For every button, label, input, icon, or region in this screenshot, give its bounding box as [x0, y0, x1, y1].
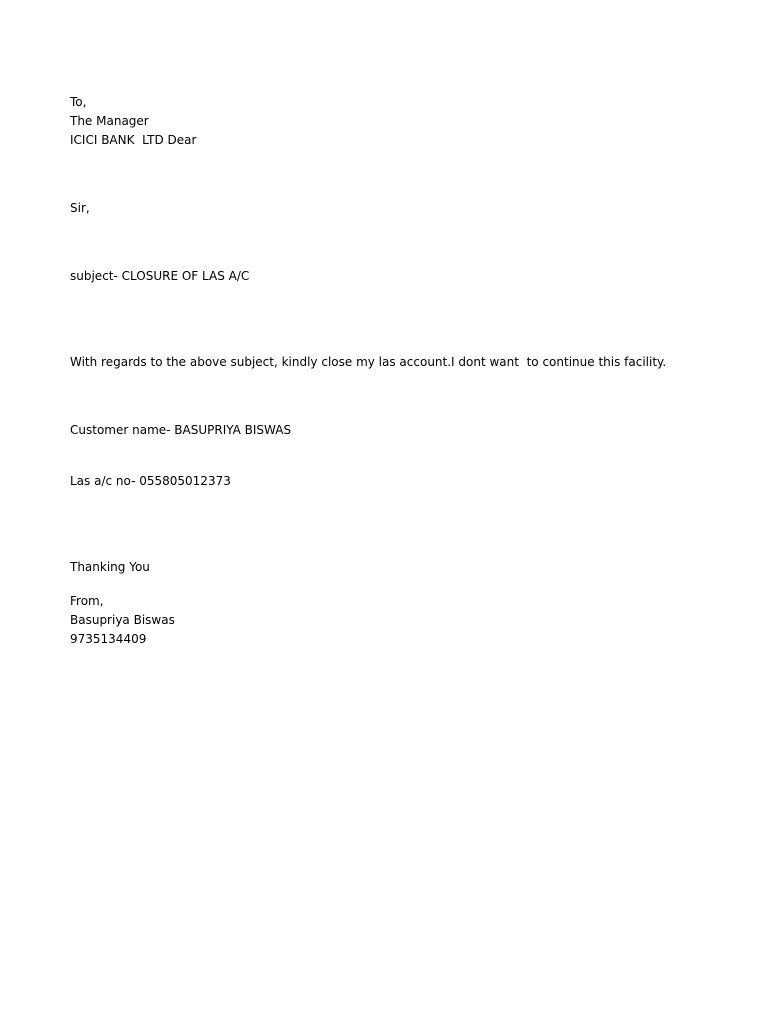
closing-line: Thanking You — [70, 560, 150, 574]
address-recipient: The Manager — [70, 114, 149, 128]
customer-name: Customer name- BASUPRIYA BISWAS — [70, 423, 292, 437]
address-bank: ICICI BANK LTD Dear — [70, 133, 197, 147]
body-paragraph: With regards to the above subject, kindly close my las account.I dont want to continue this facility. — [70, 355, 667, 369]
signature-from: From, — [70, 594, 104, 608]
salutation: Sir, — [70, 201, 90, 215]
subject-line: subject- CLOSURE OF LAS A/C — [70, 269, 250, 283]
account-number: Las a/c no- 055805012373 — [70, 474, 231, 488]
signature-name: Basupriya Biswas — [70, 613, 175, 627]
address-to: To, — [70, 95, 87, 109]
signature-phone: 9735134409 — [70, 632, 147, 646]
